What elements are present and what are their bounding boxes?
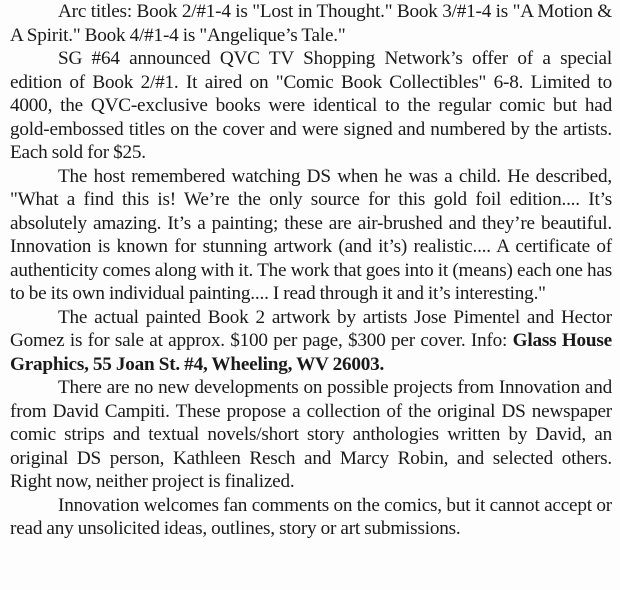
paragraph-host-quote bbox=[10, 165, 612, 306]
paragraph-artwork-sale bbox=[10, 306, 612, 377]
paragraph-arc-titles bbox=[10, 0, 612, 47]
paragraph-new-developments-text: There are no new developments on possible projects from Innovation and from David Campiti. These propose a collection of the original DS newspaper comic strips and textual novels/short story anthologies written by David, an original DS person, Kathleen Resch and Marcy Robin, and selected others. Right now, neither project is finalized. bbox=[10, 377, 612, 492]
address-bold-text: Glass House Graphics, 55 Joan St. #4, Wheeling, WV 26003. bbox=[10, 330, 612, 375]
paragraph-qvc-offer bbox=[10, 47, 612, 165]
paragraph-artwork-sale-text: The actual painted Book 2 artwork by artists Jose Pimentel and Hector Gomez is for sale at approx. $100 per page, $300 per cover. Info: bbox=[10, 306, 612, 351]
paragraph-fan-comments-text: Innovation welcomes fan comments on the comics, but it cannot accept or read any unsolicited ideas, outlines, story or art submissions. bbox=[10, 494, 612, 539]
paragraph-qvc-offer-text: SG #64 announced QVC TV Shopping Network’s offer of a special edition of Book 2/#1. It aired on "Comic Book Collectibles" 6-8. Limited to 4000, the QVC-exclusive books were identical to the regular comic but had gold-embossed titles on the cover and were signed and numbered by the artists. Each sold for $25. bbox=[10, 48, 612, 163]
paragraph-arc-titles-text: Arc titles: Book 2/#1-4 is "Lost in Thought." Book 3/#1-4 is "A Motion & A Spirit." Book 4/#1-4 is "Angelique’s Tale." bbox=[10, 1, 612, 46]
paragraph-new-developments bbox=[10, 376, 612, 494]
paragraph-fan-comments bbox=[10, 494, 612, 541]
paragraph-host-quote-text: The host remembered watching DS when he was a child. He described, "What a find this is! We’re the only source for this gold foil edition.... It’s absolutely amazing. It’s a painting; these are air-brushed and they’re beautiful. Innovation is known for stunning artwork (and it’s) realistic.... A certificate of authenticity comes along with it. The work that goes into it (means) each one has to be its own individual painting.... I read through it and it’s interesting." bbox=[10, 165, 612, 304]
